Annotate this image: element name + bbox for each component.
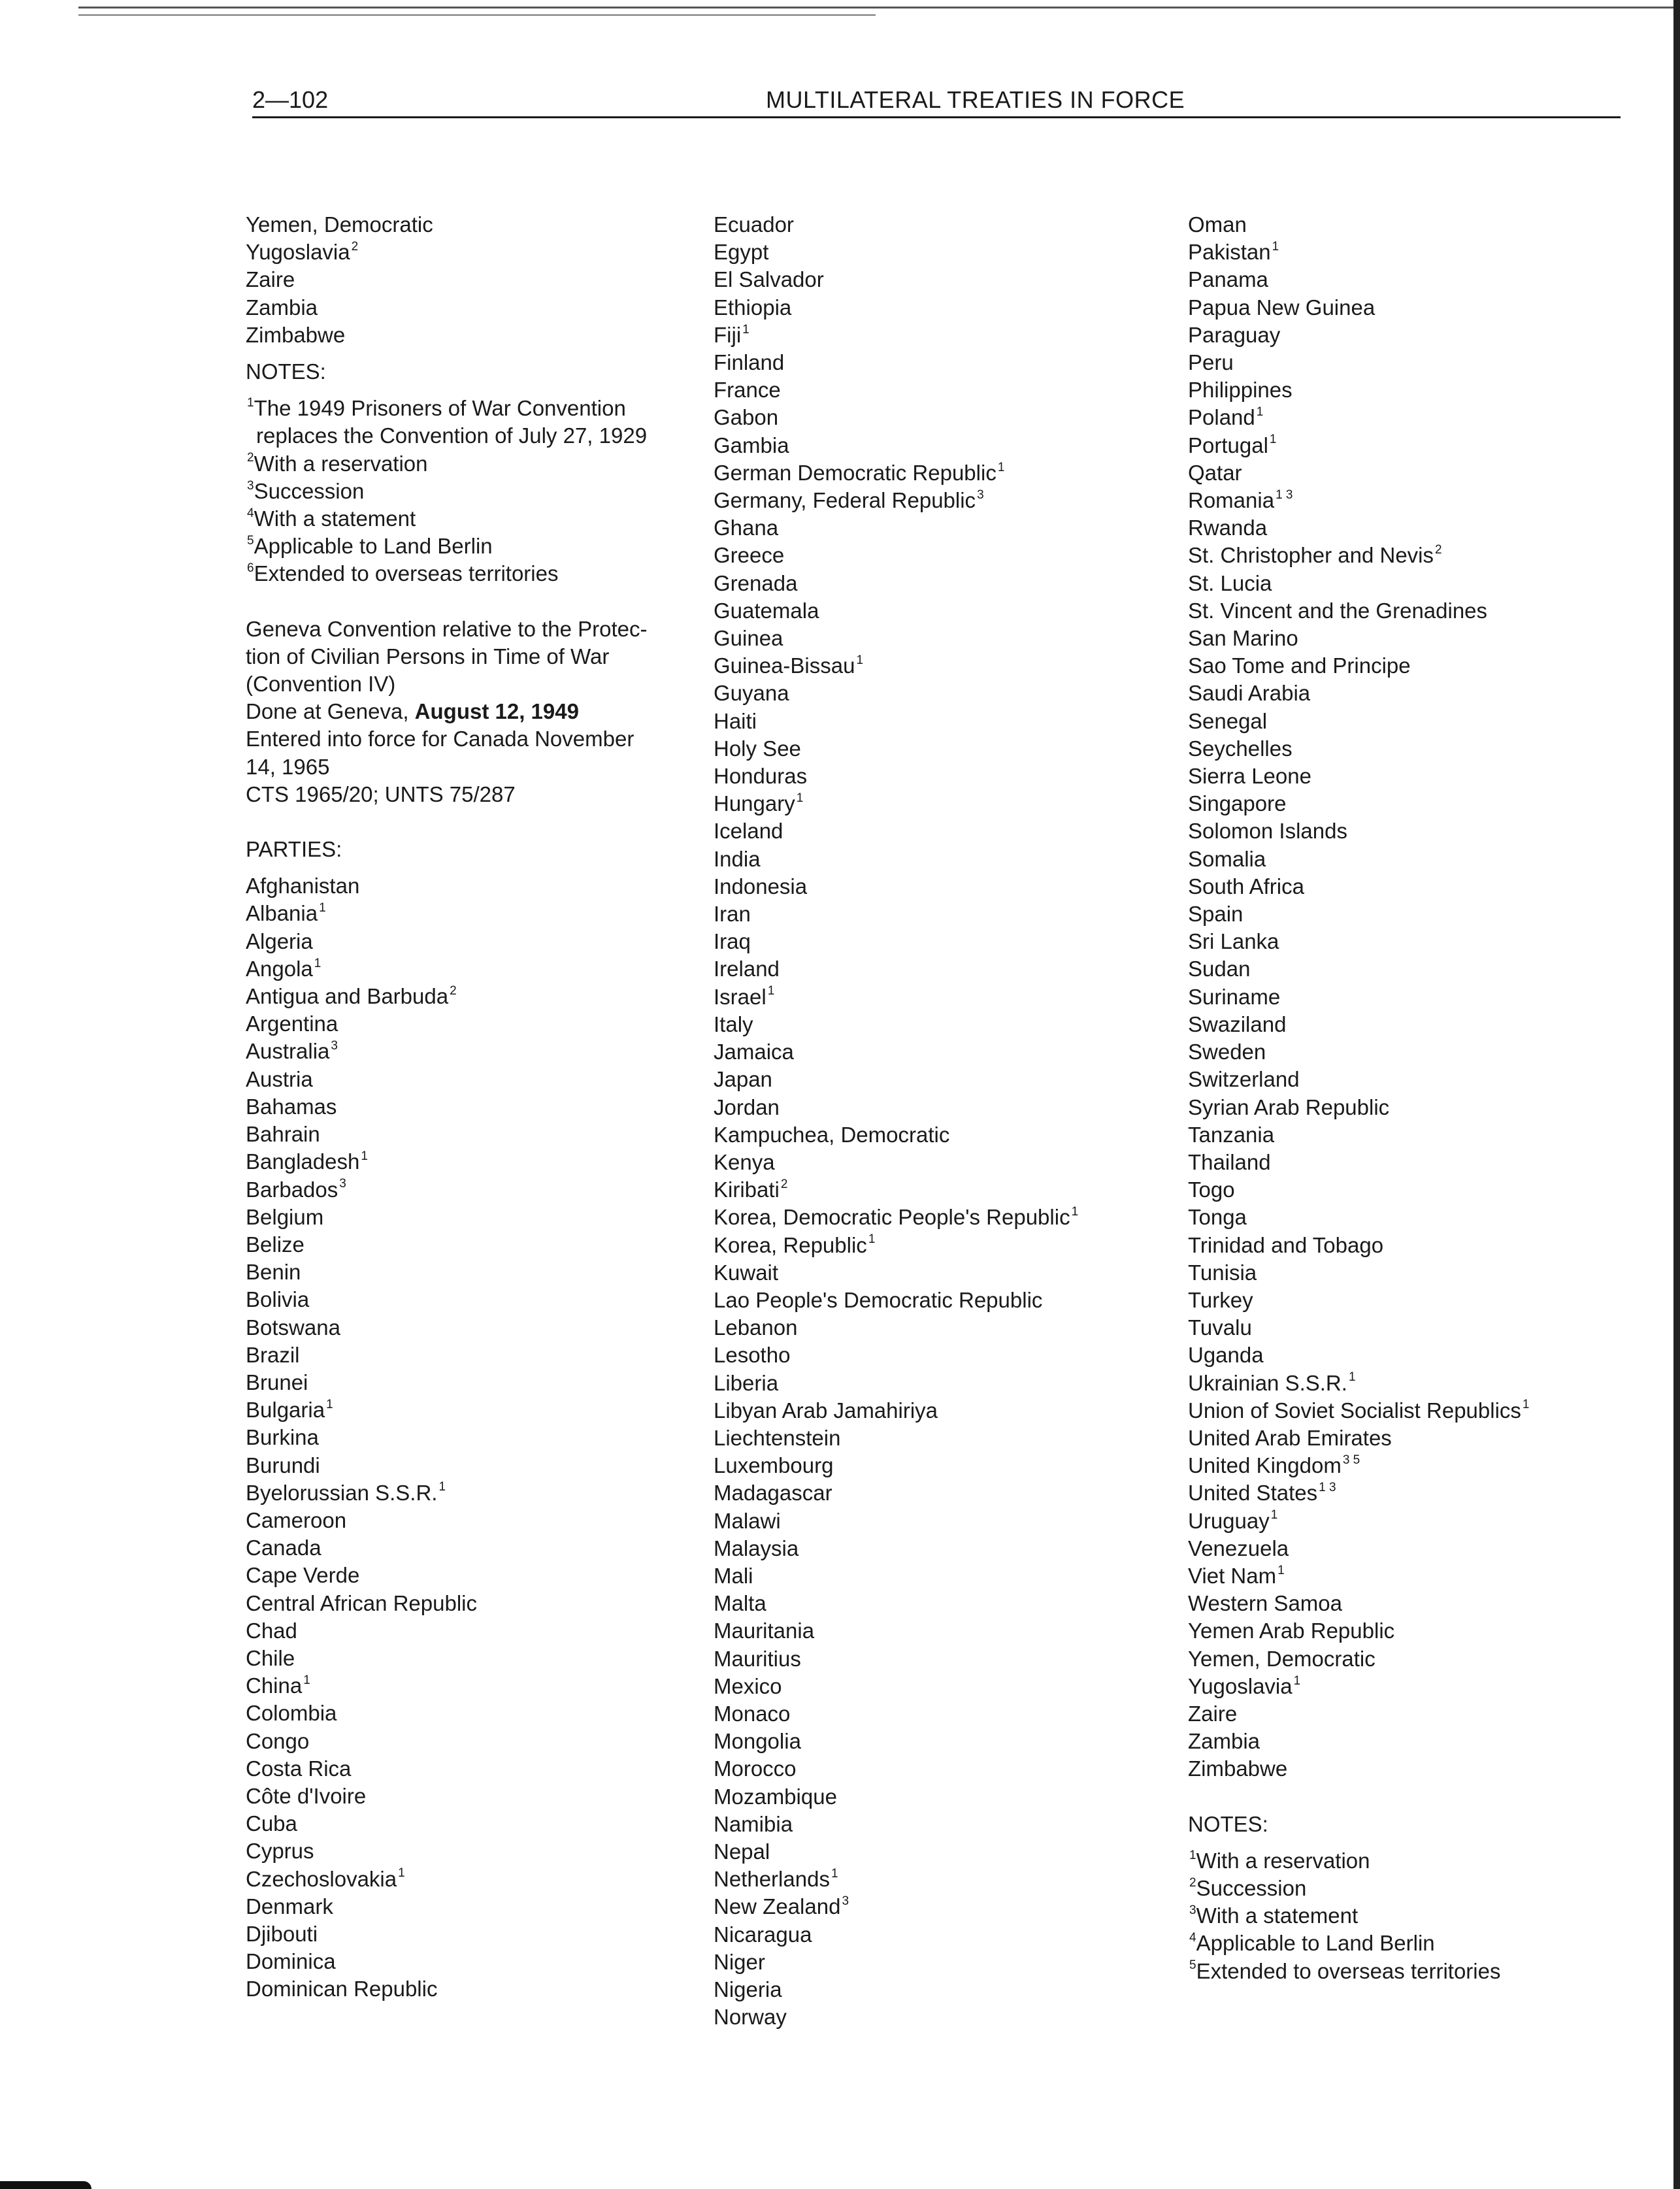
scan-edge-right	[1673, 0, 1680, 2189]
party-item: Nigeria	[714, 1977, 782, 2001]
note-item: $^5$Applicable to Land Berlin	[247, 533, 493, 559]
party-item: France	[714, 378, 781, 403]
party-item: Brunei	[246, 1370, 308, 1394]
party-item: Belize	[246, 1232, 305, 1257]
party-item: Sierra Leone	[1188, 764, 1311, 789]
party-item: Mauritania	[714, 1619, 815, 1643]
party-item: Yemen Arab Republic	[1188, 1619, 1395, 1643]
party-item: Burkina	[246, 1425, 319, 1450]
party-item: Albania $^1$	[246, 901, 326, 926]
note-item: $^2$With a reservation	[247, 451, 428, 476]
party-item: Qatar	[1188, 460, 1242, 485]
party-item: Byelorussian S.S.R. $^1$	[246, 1480, 446, 1505]
party-item: Belgium	[246, 1204, 324, 1229]
party-item: Ghana	[714, 516, 779, 540]
party-item: Tunisia	[1188, 1260, 1257, 1285]
party-item: Monaco	[714, 1701, 791, 1726]
party-item: Guatemala	[714, 598, 819, 623]
party-item: Oman	[1188, 212, 1247, 237]
note-item: $^3$With a statement	[1189, 1903, 1359, 1928]
party-item: Finland	[714, 350, 785, 375]
scan-edge-rule	[78, 7, 1680, 8]
party-item: Zaire	[246, 267, 295, 292]
party-item: Niger	[714, 1949, 765, 1974]
party-item: St. Vincent and the Grenadines	[1188, 598, 1488, 623]
party-item: Zambia	[1188, 1729, 1260, 1754]
party-item: Philippines	[1188, 378, 1293, 403]
party-item: Korea, Democratic People's Republic $^1$	[714, 1205, 1079, 1230]
party-item: Korea, Republic $^1$	[714, 1232, 876, 1257]
party-item: Sao Tome and Principe	[1188, 653, 1411, 678]
party-item: United Arab Emirates	[1188, 1425, 1392, 1450]
party-item: Egypt	[714, 240, 769, 265]
party-item: Kiribati $^2$	[714, 1177, 788, 1202]
party-item: Lesotho	[714, 1343, 791, 1368]
notes-list	[1188, 1847, 1658, 1985]
party-item: Singapore	[1188, 791, 1287, 816]
party-item: Gabon	[714, 405, 779, 430]
party-item: New Zealand $^3$	[714, 1894, 849, 1919]
party-item: Liechtenstein	[714, 1425, 841, 1450]
party-item: Kenya	[714, 1149, 775, 1174]
party-item: Guinea	[714, 626, 783, 651]
party-item: Tuvalu	[1188, 1315, 1252, 1340]
party-item: Madagascar	[714, 1481, 832, 1506]
party-item: Congo	[246, 1728, 310, 1753]
party-item: Iraq	[714, 929, 751, 954]
party-item: Brazil	[246, 1342, 300, 1367]
notes-heading: NOTES:	[246, 359, 326, 384]
party-item: Dominican Republic	[246, 1977, 438, 2001]
party-item: Namibia	[714, 1811, 793, 1836]
party-item: Afghanistan	[246, 874, 360, 898]
party-item: Sudan	[1188, 957, 1251, 981]
party-item: Djibouti	[246, 1921, 318, 1946]
party-item: Guinea-Bissau $^1$	[714, 653, 864, 678]
party-item: Austria	[246, 1066, 313, 1091]
party-item: Malta	[714, 1591, 766, 1616]
note-item: $^2$Succession	[1189, 1875, 1307, 1900]
party-item: Burundi	[246, 1453, 320, 1477]
party-item: German Democratic Republic $^1$	[714, 460, 1005, 485]
note-item: $^4$Applicable to Land Berlin	[1189, 1931, 1435, 1956]
party-item: Holy See	[714, 736, 801, 761]
party-item: Senegal	[1188, 708, 1268, 733]
party-item: Togo	[1188, 1177, 1235, 1202]
party-item: Libyan Arab Jamahiriya	[714, 1398, 938, 1423]
parties-heading: PARTIES:	[246, 837, 342, 862]
party-item: El Salvador	[714, 267, 824, 292]
party-item: Somalia	[1188, 846, 1266, 871]
party-item: Turkey	[1188, 1287, 1253, 1312]
party-item: Iceland	[714, 819, 783, 844]
party-item: Italy	[714, 1012, 753, 1036]
party-item: Cameroon	[246, 1507, 347, 1532]
party-item: Suriname	[1188, 984, 1281, 1009]
party-item: Trinidad and Tobago	[1188, 1232, 1384, 1257]
party-item: Cape Verde	[246, 1563, 360, 1588]
party-item: Mongolia	[714, 1729, 801, 1754]
party-item: Dominica	[246, 1949, 336, 1974]
party-item: Chad	[246, 1618, 297, 1643]
party-item: Kampuchea, Democratic	[714, 1122, 950, 1147]
column-right	[1188, 211, 1658, 1985]
party-item: Papua New Guinea	[1188, 295, 1375, 320]
party-item: Malawi	[714, 1508, 781, 1533]
party-item: Syrian Arab Republic	[1188, 1094, 1390, 1119]
party-item: Grenada	[714, 570, 798, 595]
scan-edge-rule-secondary	[78, 14, 876, 16]
party-item: Bangladesh $^1$	[246, 1149, 368, 1174]
party-item: San Marino	[1188, 626, 1298, 651]
party-item: Uruguay $^1$	[1188, 1508, 1278, 1533]
party-item: Zimbabwe	[246, 322, 346, 347]
page-number: 2—102	[252, 86, 329, 113]
party-item: Benin	[246, 1260, 301, 1285]
party-item: Rwanda	[1188, 516, 1268, 540]
party-item: Guyana	[714, 681, 789, 706]
note-item: $^6$Extended to overseas territories	[247, 561, 559, 586]
party-item: Luxembourg	[714, 1453, 834, 1478]
party-item: Ukrainian S.S.R. $^1$	[1188, 1370, 1356, 1395]
party-item: Bolivia	[246, 1287, 310, 1312]
note-item: $^5$Extended to overseas territories	[1189, 1958, 1501, 1983]
party-item: Swaziland	[1188, 1012, 1287, 1036]
party-item: Angola $^1$	[246, 956, 321, 981]
party-item: Norway	[714, 2005, 787, 2030]
party-item: Israel $^1$	[714, 984, 775, 1009]
party-item: Greece	[714, 543, 785, 568]
party-item: Thailand	[1188, 1149, 1271, 1174]
party-item: Pakistan $^1$	[1188, 239, 1279, 265]
column-left	[246, 211, 690, 2003]
note-item: $^4$With a statement	[247, 506, 416, 531]
party-item: Jordan	[714, 1094, 780, 1119]
treaty-title: Geneva Convention relative to the Protec-	[246, 616, 648, 641]
party-item: Zimbabwe	[1188, 1756, 1288, 1781]
party-item: Algeria	[246, 929, 313, 953]
party-item: India	[714, 846, 761, 871]
party-item: Cuba	[246, 1811, 297, 1836]
party-item: Cyprus	[246, 1839, 314, 1864]
party-item: Gambia	[714, 433, 789, 457]
party-item: Uganda	[1188, 1343, 1264, 1368]
party-item: China $^1$	[246, 1673, 310, 1698]
party-item: Zaire	[1188, 1701, 1238, 1726]
party-item: Canada	[246, 1536, 321, 1560]
party-item: Antigua and Barbuda $^2$	[246, 983, 457, 1009]
party-item: United Kingdom $^{3 5}$	[1188, 1453, 1360, 1478]
column-middle	[714, 211, 1171, 2031]
party-item: Switzerland	[1188, 1067, 1300, 1092]
party-item: Czechoslovakia $^1$	[246, 1866, 405, 1891]
party-item: Poland $^1$	[1188, 405, 1264, 430]
party-item: Seychelles	[1188, 736, 1293, 761]
party-item: Lebanon	[714, 1315, 798, 1340]
previous-parties-list	[246, 211, 690, 349]
note-item: $^3$Succession	[247, 478, 365, 503]
party-item: Yugoslavia $^1$	[1188, 1673, 1301, 1698]
party-item: Union of Soviet Socialist Republics $^1$	[1188, 1398, 1530, 1423]
party-item: Saudi Arabia	[1188, 681, 1311, 706]
party-item: Yemen, Democratic	[1188, 1646, 1375, 1671]
running-title: MULTILATERAL TREATIES IN FORCE	[766, 86, 1185, 113]
party-item: Romania $^{1 3}$	[1188, 487, 1293, 513]
party-item: Sri Lanka	[1188, 929, 1279, 954]
party-item: Venezuela	[1188, 1536, 1289, 1560]
party-item: Central African Republic	[246, 1590, 478, 1615]
parties-list	[246, 872, 690, 2003]
party-item: Germany, Federal Republic $^3$	[714, 487, 984, 513]
party-item: Bulgaria $^1$	[246, 1397, 333, 1423]
party-item: Bahamas	[246, 1094, 337, 1119]
party-item: Tonga	[1188, 1205, 1247, 1230]
parties-list	[1188, 211, 1658, 1783]
party-item: Botswana	[246, 1315, 340, 1340]
party-item: Australia $^3$	[246, 1039, 338, 1064]
party-item: Nicaragua	[714, 1922, 812, 1947]
party-item: Lao People's Democratic Republic	[714, 1287, 1043, 1312]
treaty-in-force: Entered into force for Canada November	[246, 727, 634, 751]
party-item: Mauritius	[714, 1646, 801, 1671]
party-item: Malaysia	[714, 1536, 799, 1560]
party-item: Barbados $^3$	[246, 1177, 346, 1202]
party-item: Morocco	[714, 1756, 797, 1781]
party-item: Haiti	[714, 708, 757, 733]
note-item-continuation: replaces the Convention of July 27, 1929	[256, 423, 648, 448]
party-item: St. Lucia	[1188, 570, 1272, 595]
party-item: Indonesia	[714, 874, 808, 898]
party-item: Denmark	[246, 1894, 333, 1918]
party-item: Mozambique	[714, 1784, 837, 1809]
party-item: Portugal $^1$	[1188, 433, 1277, 457]
party-item: Zambia	[246, 295, 318, 320]
party-item: Spain	[1188, 902, 1244, 927]
scan-edge-corner	[0, 2181, 91, 2189]
party-item: Yugoslavia $^2$	[246, 239, 359, 265]
party-item: Mexico	[714, 1673, 782, 1698]
party-item: Liberia	[714, 1370, 779, 1395]
party-item: Hungary $^1$	[714, 791, 804, 816]
party-item: Ecuador	[714, 212, 794, 237]
party-item: Colombia	[246, 1701, 337, 1726]
party-item: Kuwait	[714, 1260, 779, 1285]
notes-heading: NOTES:	[1188, 1811, 1268, 1836]
treaty-done-at: Done at Geneva, August 12, 1949	[246, 699, 579, 724]
party-item: Peru	[1188, 350, 1234, 375]
party-item: Ethiopia	[714, 295, 792, 320]
parties-list	[714, 211, 1171, 2031]
party-item: Netherlands $^1$	[714, 1866, 838, 1892]
party-item: Viet Nam $^1$	[1188, 1563, 1285, 1588]
party-item: Bahrain	[246, 1122, 320, 1147]
treaty-title: (Convention IV)	[246, 672, 396, 697]
party-item: Iran	[714, 902, 751, 927]
party-item: Japan	[714, 1067, 772, 1092]
party-item: Costa Rica	[246, 1756, 352, 1781]
party-item: Mali	[714, 1563, 753, 1588]
party-item: St. Christopher and Nevis $^2$	[1188, 543, 1442, 568]
party-item: Honduras	[714, 764, 808, 789]
note-item: $^1$The 1949 Prisoners of War Convention	[247, 395, 626, 421]
header-rule	[252, 116, 1621, 118]
party-item: Fiji $^1$	[714, 322, 749, 347]
party-item: Yemen, Democratic	[246, 212, 433, 237]
party-item: Chile	[246, 1645, 295, 1670]
party-item: Ireland	[714, 957, 780, 981]
party-item: Argentina	[246, 1012, 338, 1036]
party-item: South Africa	[1188, 874, 1304, 898]
party-item: Sweden	[1188, 1040, 1266, 1064]
party-item: Jamaica	[714, 1040, 794, 1064]
party-item: Western Samoa	[1188, 1591, 1342, 1616]
party-item: Solomon Islands	[1188, 819, 1347, 844]
treaty-in-force: 14, 1965	[246, 754, 330, 779]
party-item: Côte d'Ivoire	[246, 1783, 367, 1808]
note-item: $^1$With a reservation	[1189, 1848, 1370, 1873]
party-item: Nepal	[714, 1839, 770, 1864]
treaty-citation: CTS 1965/20; UNTS 75/287	[246, 782, 516, 806]
party-item: United States $^{1 3}$	[1188, 1481, 1336, 1506]
party-item: Panama	[1188, 267, 1268, 292]
party-item: Tanzania	[1188, 1122, 1275, 1147]
treaty-title: tion of Civilian Persons in Time of War	[246, 644, 610, 668]
party-item: Paraguay	[1188, 322, 1281, 347]
